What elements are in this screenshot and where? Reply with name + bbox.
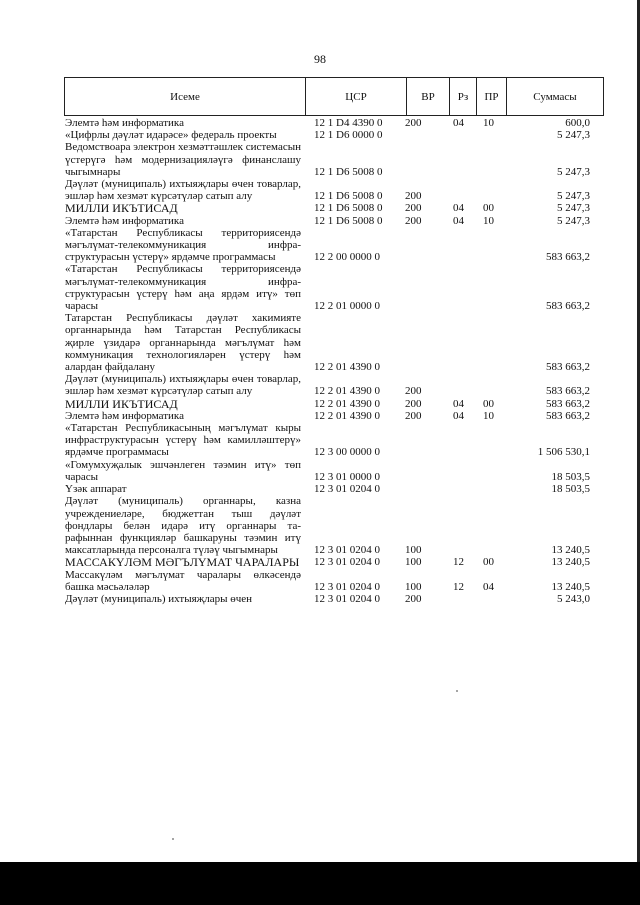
cell-sum: 583 663,2	[546, 251, 590, 264]
cell-sum: 583 663,2	[546, 409, 590, 422]
cell-sum: 13 240,5	[551, 556, 590, 569]
table-row	[65, 129, 605, 141]
table-row	[65, 422, 605, 459]
cell-sum: 5 247,3	[557, 165, 590, 178]
table-row	[65, 202, 605, 214]
cell-sum: 583 663,2	[546, 300, 590, 313]
cell-vr: 200	[405, 190, 422, 203]
cell-sum: 583 663,2	[546, 361, 590, 374]
cell-vr: 100	[405, 580, 422, 593]
cell-name: «Татарстан Республикасының мәгълүмат кыры инфраструктурасын үстерү һәм камилләштерү» ярдәмче программасы	[65, 422, 301, 459]
cell-pr: 00	[483, 202, 494, 215]
cell-rz: 04	[453, 214, 464, 227]
page-number: 98	[314, 52, 326, 66]
cell-csr: 12 3 01 0204 0	[314, 556, 380, 569]
header-name: Исеме	[65, 78, 306, 115]
table-row	[65, 410, 605, 422]
cell-name: «Татарстан Республикасы территориясендә мәгълүмат-телекоммуникация инфраструктурасын үстерү һәм аңа ярдәм итү» төп чарасы	[65, 263, 301, 313]
cell-sum: 5 247,3	[557, 190, 590, 203]
cell-vr: 200	[405, 385, 422, 398]
cell-sum: 1 506 530,1	[537, 446, 590, 459]
cell-csr: 12 2 01 4390 0	[314, 385, 380, 398]
cell-name: Дәүләт (муниципаль) ихтыяҗлары өчен товарлар, эшләр һәм хезмәт күрсәтүләр сатып алу	[65, 178, 301, 203]
cell-sum: 583 663,2	[546, 385, 590, 398]
cell-name: Үзәк аппарат	[65, 483, 127, 496]
cell-sum: 5 247,3	[557, 202, 590, 215]
cell-csr: 12 1 D6 5008 0	[314, 165, 383, 178]
cell-csr: 12 2 01 4390 0	[314, 361, 380, 374]
cell-sum: 5 247,3	[557, 129, 590, 142]
cell-rz: 04	[453, 202, 464, 215]
cell-sum: 18 503,5	[551, 470, 590, 483]
cell-csr: 12 1 D6 0000 0	[314, 129, 383, 142]
cell-vr: 200	[405, 397, 422, 410]
cell-csr: 12 3 01 0204 0	[314, 483, 380, 496]
cell-vr: 200	[405, 202, 422, 215]
table-row	[65, 459, 605, 483]
cell-rz: 12	[453, 580, 464, 593]
cell-csr: 12 3 01 0204 0	[314, 592, 380, 605]
cell-sum: 5 243,0	[557, 592, 590, 605]
cell-name: Татарстан Республикасы дәүләт хакимияте органнарында һәм Татарстан Республикасы җирле үзидарә органнарында мәгълүмат һәм коммуникация технологияләрен үстерү һәм алардан файдалану	[65, 312, 301, 374]
cell-name: МАССАКҮЛӘМ МӘГЪЛҮМАТ ЧАРАЛАРЫ	[65, 555, 300, 570]
scan-bottom-border	[0, 862, 640, 905]
cell-sum: 18 503,5	[551, 483, 590, 496]
header-pr: ПР	[477, 78, 507, 115]
cell-sum: 583 663,2	[546, 397, 590, 410]
cell-vr: 100	[405, 556, 422, 569]
cell-sum: 13 240,5	[551, 580, 590, 593]
cell-name: Дәүләт (муниципаль) органнары, казна учреждениеләре, бюджеттан тыш дәүләт фондлары белән идарә итү органнары тарафыннан функцияләр башкаруны тәэмин итү максатларында персоналга түләү чыгымнары	[65, 495, 301, 557]
cell-name: «Татарстан Республикасы территориясендә мәгълүмат-телекоммуникация инфраструктурасын үстерү» ярдәмче программасы	[65, 226, 301, 264]
cell-name: Элемтә һәм информатика	[65, 409, 184, 422]
cell-csr: 12 2 01 0000 0	[314, 300, 380, 313]
table-row	[65, 141, 605, 178]
cell-csr: 12 2 01 4390 0	[314, 397, 380, 410]
cell-sum: 5 247,3	[557, 214, 590, 227]
header-sum: Суммасы	[533, 90, 577, 103]
table-row	[65, 373, 605, 397]
cell-csr: 12 1 D6 5008 0	[314, 190, 383, 203]
cell-pr: 04	[483, 580, 494, 593]
table-row	[65, 178, 605, 202]
cell-pr: 10	[483, 117, 494, 129]
cell-rz: 04	[453, 397, 464, 410]
cell-sum: 13 240,5	[551, 544, 590, 557]
cell-vr: 200	[405, 214, 422, 227]
cell-pr: 10	[483, 409, 494, 422]
table-body	[65, 117, 605, 605]
cell-vr: 200	[405, 592, 422, 605]
header-csr: ЦСР	[306, 78, 407, 115]
cell-csr: 12 2 01 4390 0	[314, 409, 380, 422]
cell-csr: 12 1 D4 4390 0	[314, 117, 383, 129]
table-row	[65, 495, 605, 556]
cell-csr: 12 1 D6 5008 0	[314, 202, 383, 215]
cell-pr: 00	[483, 397, 494, 410]
cell-vr: 200	[405, 117, 422, 129]
table-row	[65, 398, 605, 410]
cell-name: «Цифрлы дәүләт идарәсе» федераль проекты	[65, 129, 277, 142]
table-row	[65, 593, 605, 605]
table-row	[65, 215, 605, 227]
cell-vr: 100	[405, 544, 422, 557]
cell-name: Дәүләт (муниципаль) ихтыяҗлары өчен товарлар, эшләр һәм хезмәт күрсәтүләр сатып алу	[65, 373, 301, 398]
table-row	[65, 312, 605, 373]
cell-csr: 12 3 01 0204 0	[314, 544, 380, 557]
table-row	[65, 569, 605, 593]
header-vr: ВР	[407, 78, 450, 115]
cell-csr: 12 3 00 0000 0	[314, 446, 380, 459]
cell-pr: 00	[483, 556, 494, 569]
table-row	[65, 117, 605, 129]
cell-rz: 04	[453, 409, 464, 422]
cell-csr: 12 1 D6 5008 0	[314, 214, 383, 227]
scan-speck	[172, 838, 174, 840]
table-header	[64, 77, 604, 116]
cell-csr: 12 2 00 0000 0	[314, 251, 380, 264]
header-rz: Рз	[450, 78, 477, 115]
cell-csr: 12 3 01 0204 0	[314, 580, 380, 593]
cell-csr: 12 3 01 0000 0	[314, 470, 380, 483]
table-row	[65, 483, 605, 495]
cell-pr: 10	[483, 214, 494, 227]
table-row	[65, 556, 605, 568]
cell-vr: 200	[405, 409, 422, 422]
cell-name: МИЛЛИ ИКЪТИСАД	[65, 201, 178, 216]
cell-name: Элемтә һәм информатика	[65, 214, 184, 227]
cell-name: «Гомумхуҗалык эшчәнлеген тәэмин итү» төп чарасы	[65, 458, 301, 483]
cell-rz: 04	[453, 117, 464, 129]
scan-speck	[456, 690, 458, 692]
cell-name: Элемтә һәм информатика	[65, 117, 184, 129]
cell-name: Ведомствоара электрон хезмәттәшлек системасын үстерүгә һәм модернизацияләүгә финанслашу чыгымнары	[65, 141, 301, 178]
cell-name: Дәүләт (муниципаль) ихтыяҗлары өчен	[65, 592, 253, 605]
table-row	[65, 263, 605, 312]
cell-name: Массакүләм мәгълүмат чаралары өлкәсендә башка мәсьәләләр	[65, 568, 301, 593]
cell-sum: 600,0	[565, 117, 590, 129]
cell-name: МИЛЛИ ИКЪТИСАД	[65, 396, 178, 411]
table-row	[65, 227, 605, 264]
cell-rz: 12	[453, 556, 464, 569]
